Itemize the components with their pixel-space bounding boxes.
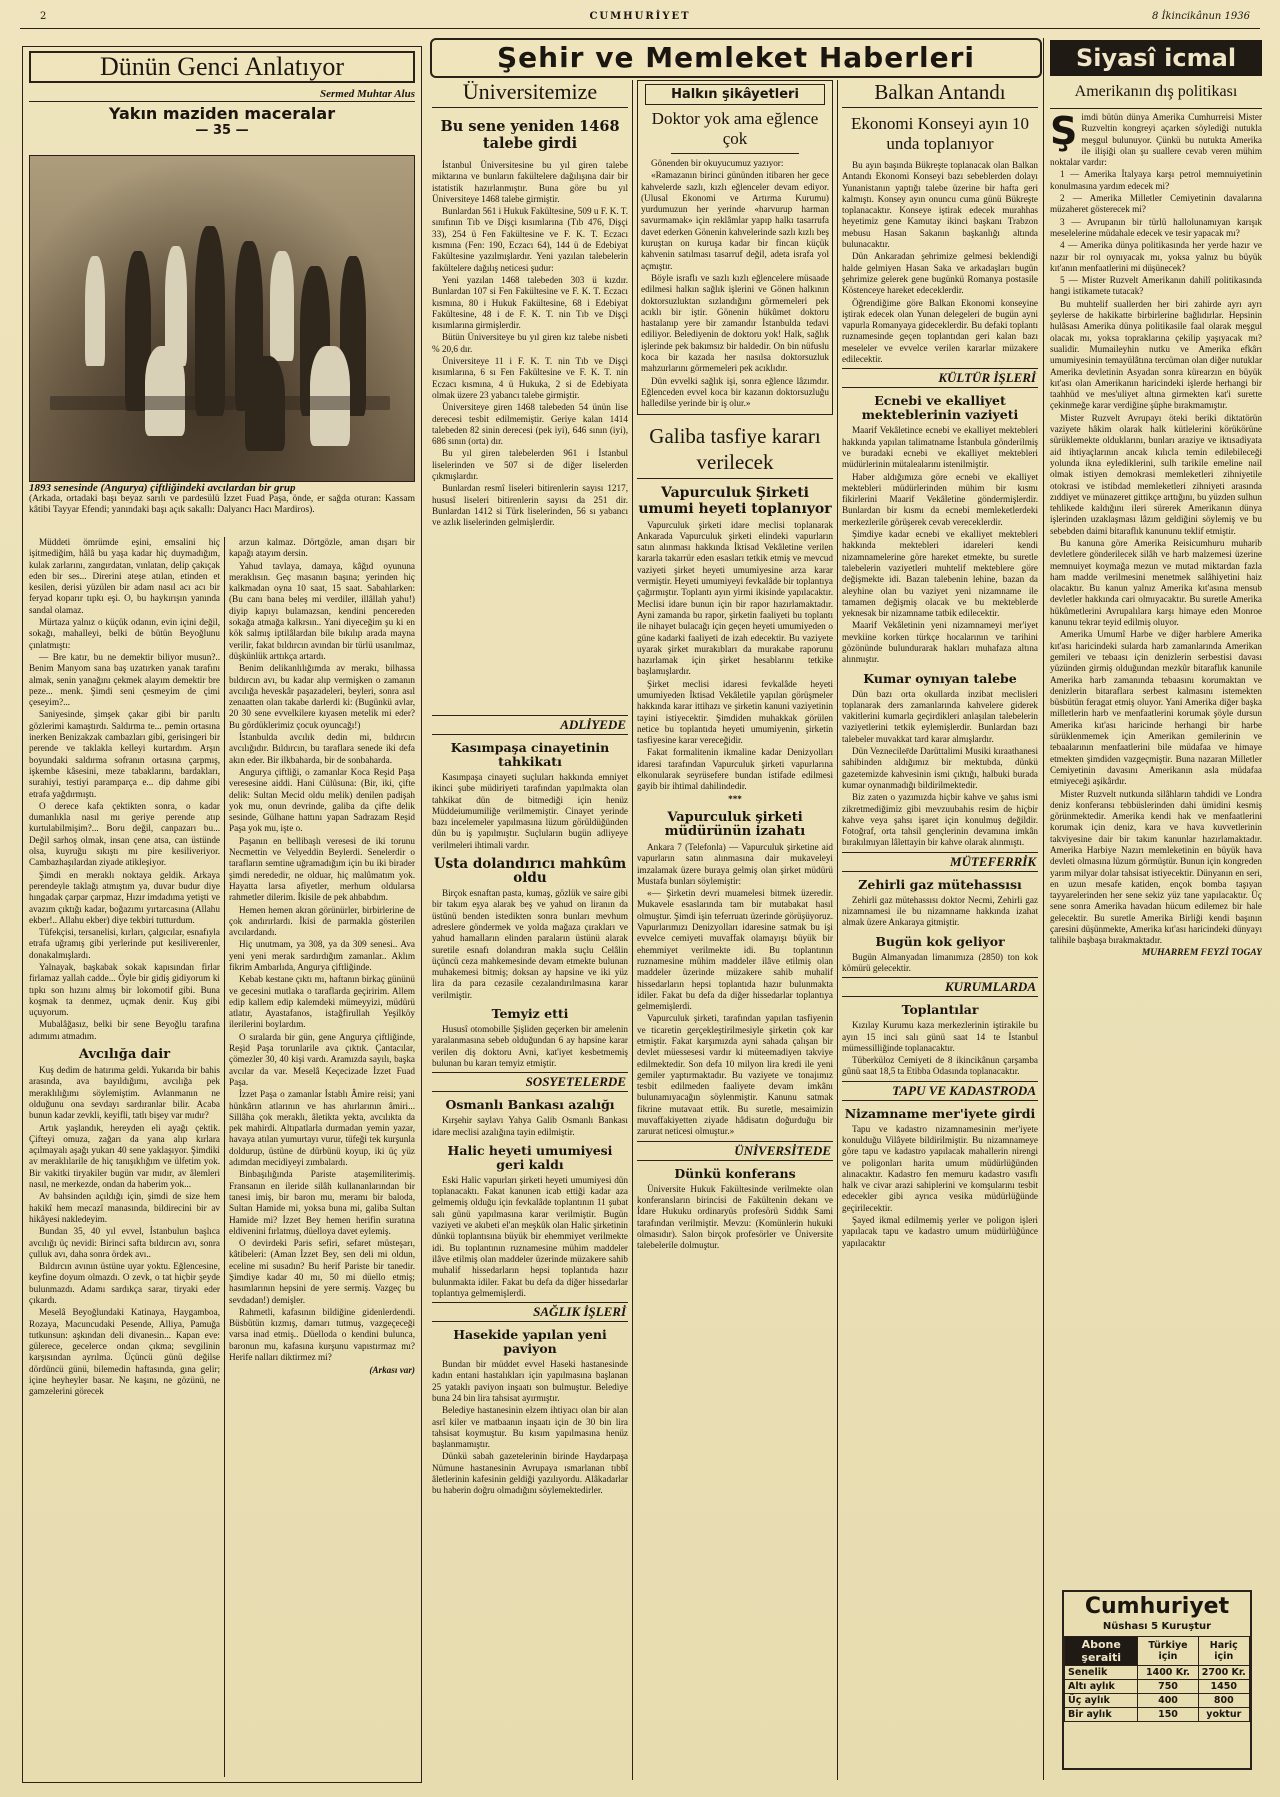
memoir-subtitle: Yakın maziden maceralar xyxy=(108,104,336,123)
news-heading: Bugün kok geliyor xyxy=(875,933,1005,949)
memoir-column-1 xyxy=(29,537,220,1777)
price-cell: yoktur xyxy=(1198,1708,1249,1722)
complaints-subtitle: Doktor yok ama eğlence çok xyxy=(651,109,819,148)
period-cell: Altı aylık xyxy=(1065,1680,1138,1694)
price-cell: 150 xyxy=(1138,1708,1198,1722)
paragraph: Bu ayın başında Bükreşte toplanacak olan Balkan Antandı Ekonomi Konseyi bazı sebeblerden dolayı Yunanistanın yaptığı talebe üzerine bir hafta geri kalmıştı. Konsey ayın onuncu cuma günü Bükreşte toplanacaktır. Konseye iştirak edecek murahhas heyetimiz gene Kamutay ikinci başkanı Trabzon mebusu Hasan Sakanın başkanlığı altında bulunacaktır. xyxy=(842,160,1038,250)
issue-date: 8 İkincikânun 1936 xyxy=(1152,11,1250,22)
paragraph: Benim delikanlılığımda av merakı, bilhassa bıldırcın avı, bu kadar alıp vermişken o zamanın avcılığa heveskâr paşazadeleri, beyleri, sonra asıl zenaatten olan takabe darlerdi ki: (Bugünkü avlar, 20 30 sene evvelkilere kıyasen metelik mi eder? Bu gördüklerimiz çocuk oyuncağı!) xyxy=(229,663,415,730)
siyasi-body xyxy=(1050,109,1262,1412)
balkan-column xyxy=(842,80,1038,1780)
column-divider xyxy=(1043,38,1044,1780)
paragraph: Bu muhtelif suallerden her biri zahirde ayrı ayrı şeylerse de hakikatte birbirlerine bağlıdırlar. Hepsinin hulâsası Amerika dünya politikasile faal olarak meşgul olacak mı, yoksa topraklarına çekilip yaşıyacak mı? sualidir. Mumaileyhin nutku ve Amerika efkârı umumiyesinin temayülâtına tercüman olan diğer nutuklar Amerika devletinin Asyadan sonra kürearzın en büyük kıt'ası olan Amerikanın haricindeki işlerde herhangi bir taahhüd ve mes'uliyet altına girmekten kat'i surette çekinmeğe karar verdiğine şüphe bırakmamıştır. xyxy=(1050,298,1262,411)
paragraph: O sıralarda bir gün, gene Angurya çiftliğinde, Reşid Paşa torunlarile ava çıktık. Çantacılar, çömezler 30, 40 kişi vardı. Aramızda sayılı, başka avcılar da var. Meselâ Keçecizade İzzet Fuad Paşa. xyxy=(229,1031,415,1087)
price-cell: 750 xyxy=(1138,1680,1198,1694)
table-row xyxy=(1065,1694,1250,1708)
university-header: Üniversitemize xyxy=(462,80,598,104)
paragraph: Kasımpaşa cinayeti suçluları hakkında emniyet ikinci şube müdiriyeti tarafından yapılmakta olan tahkikat dün de bitmediği için henüz Müddeiumumiliğe verilmemiştir. Cinayet yerinde bazı incelemeler yapılmasına lüzum görüldüğünden dün bu iş yapılmıştır. Suçluların bugün adliyeye verilmeleri ihtimali vardır. xyxy=(432,772,628,850)
paragraph: Üniversite Hukuk Fakültesinde verilmekte olan konferansların birincisi de Fakültenin dekanı ve İdare Hukuku ordinaryüs profesörü Sıddık Sami tarafından verilmiştir. Mevzu: (Komünlerin hukuki olmasıdır). Salon birçok profesörler ve Üniversite talebelerile dolmuştur. xyxy=(637,1183,833,1251)
paragraph: Bunlardan 561 i Hukuk Fakültesine, 509 u F. K. T. sınıfının Tıb ve Dişçi kısımlarına (Tıb 476, Dişçi 33), 254 ü Fen Fakültesine ve F. K. T. Eczacı kısmına (Fen: 190, Eczacı 64), 144 ü de Edebiyat Fakültesine yazılmışlardır. Yeni yazılan talebelerin fakültelere dağılış neticesi şudur: xyxy=(432,206,628,273)
paragraph: Bıldırcın avının üstüne uyar yoktu. Eğlencesine, keyfine doyum olmazdı. O zevk, o tat hiçbir şeyde bulunmazdı. Adamı sardıkça sarar, tiryaki eder çıkardı. xyxy=(29,1261,220,1305)
paragraph: Tüberküloz Cemiyeti de 8 ikincikânun çarşamba günü saat 18,5 ta Etibba Odasında toplanacaktır. xyxy=(842,1055,1038,1077)
universite-section: ÜNİVERSİTEDE xyxy=(637,1141,833,1161)
section-heading: Avcılığa dair xyxy=(78,1047,171,1063)
column-divider xyxy=(224,537,225,1777)
paragraph: Kuş dedim de hatırıma geldi. Yukarıda bir bahis arasında, ava bayıldığımı, avcılığa pek meraklılığımı söylemiştim. Avlanmanın ne olduğunu ona sevdayı sardıranlar bilir. Acaba bunun kadar zevkli, keyifli, tatlı bişey var mıdır? xyxy=(29,1065,220,1121)
paragraph: Bundan 35, 40 yıl evvel, İstanbulun başlıca avcılığı üç nevidi: Birinci safta bıldırcın avı, sonra çulluk avı, daha sonra ördek avı.. xyxy=(29,1226,220,1259)
paragraph: Dün bazı orta okullarda inzibat meclisleri toplanarak ders zamanlarında kahvelere giderek vakitlerini kumarla geçirdikleri anlaşılan talebelerin vaziyetlerini tetkik eylemişlerdir. Bunlardan bazı talebeler muvakkat tard karar almışlardır. xyxy=(842,688,1038,744)
continued-note: (Arkası var) xyxy=(369,1365,415,1376)
galiba-body xyxy=(637,520,833,805)
paragraph: Eski Halic vapurları şirketi heyeti umumiyesi dün toplanacaktı. Fakat kanunen icab ettiği kadar aza gelmemiş olduğu için fevkalâde toplantının 11 şubat salı günü yapılmasına karar verilmiştir. Bugün vaziyeti ve akıbeti el'an meşkûk olan Halic şirketinin dünkü toplantısına büyük bir ehemmiyet verilmekte idi. Bu toplantının ruznamesine mühim maddeler ilâve etilmiş olan maddeler üzerinde müzakere sahib muhalif hissedarların hepsi toplantıda hazır bulunmakta idiler. Fakat bu defa da diğer hissedarlar toplantıya gelmemişlerdi. xyxy=(432,1174,628,1298)
complaints-header: Halkın şikâyetleri xyxy=(645,84,825,105)
muteferrik-section: MÜTEFERRİK xyxy=(842,852,1038,872)
city-news-banner xyxy=(430,38,1042,78)
price-cell: 800 xyxy=(1198,1694,1249,1708)
paragraph: Tüfekçisi, tersanelisi, kırları, çalgıcılar, esnafıyla etrafa uğramış gibi yerlerinde put kesiliverenler, donakalmışlardı. xyxy=(29,927,220,960)
siyasi-icmal-column xyxy=(1050,40,1262,1780)
period-cell: Üç aylık xyxy=(1065,1694,1138,1708)
subscription-price: Nüshası 5 Kuruştur xyxy=(1102,1621,1212,1632)
paragraph: Mister Ruzvelt Avrupayı öteki beriki diktatörün vaziyete hâkim olarak halk kütlelerini körükörüne sürüklemekte olduklarını, bunları araziye ve iktısadiyata aid ihtiyaçlarının ancak kılıcla temin edilebileceği yolunda ikna eylediklerini, sulh tarikile emeline nail olmak istiyen demokrasi memleketleri zihniyetile otokrasi ve istibdad memleketleri zihniyeti arasında zıddiyet ve münazeret gittikçe arttığını, bu yüzden sulhun tehlikede kaldığını ileri sürerek Amerikanın dünya işlerinden uzaklaşması lâzım geldiğini söylemiş ve bu sebebden daimi bitaraflık kanununu teklif etmiştir. xyxy=(1050,412,1262,536)
paragraph: Dün evvelki sağlık işi, sonra eğlence lâzımdır. Eğlenceden evvel koca bir kazanın doktorsuzluğu halledilse yerinde bir iş olur.» xyxy=(641,375,829,409)
memoir-number: — 35 — xyxy=(195,123,249,138)
news-heading: Halic heyeti umumiyesi geri kaldı xyxy=(447,1142,613,1172)
paragraph: İstanbul Üniversitesine bu yıl giren talebe miktarına ve bunların fakültelere dağılışına dair bir istatistik hazırlanmıştır. Buna göre bu yıl Üniversiteye 1468 talebe girmiştir. xyxy=(432,160,628,204)
paragraph: Müddeti ömrümde eşini, emsalini hiç işitmediğim, hâlâ bu yaşa kadar hiç duymadığım, kulak zarlarını, zangırdatan, vınlatan, delip çakıçak eden bir ses... Direrini ateşe atılan, etinden et kesilen, derisi yüzülen bir adam nasıl acı acı bir feryad koparır tıpkı eşi. O, bu haykırışın yanında sandal olamaz. xyxy=(29,537,220,615)
balkan-header: Balkan Antandı xyxy=(874,80,1006,104)
paragraph: Saniyesinde, şimşek çakar gibi bir parıltı gözlerimi kamaştırdı. Saldırma te... pemin ortasına inerken Benizakzak cambazları gibi, gerisingeri bir perende ve taklakla kelleyi kurtardım. Arşın boyundaki saldırma sofranın ortasına çarpmış, işkembe kâsesini, meze tabaklarını, bardakları, surahiyi, testiyi paramparça e... dip dahme gibi etrafa yağdırmıştı. xyxy=(29,709,220,799)
col-haric: Hariç için xyxy=(1198,1637,1249,1666)
university-subtitle: Bu sene yeniden 1468 talebe girdi xyxy=(440,118,620,152)
paragraph: Artık yaşlandık, hereyden eli ayağı çektik. Çifteyi omuza, zağarı da yana alıp kırlara açılmayalı aşağı yukarı 40 sene yaklaşıyor. Şimdiki av meraklılarile de hiç tanışıklığım ve ülfetim yok. Bir vakitki tiryakiler bugün var mıdır, av âlemleri nasıl, ne merkezde, ondan da haberim yok... xyxy=(29,1122,220,1190)
paragraph: Kebab kestane çıktı mı, haftanın birkaç gününü ve gecesini mutlaka o taraflarda geçiririm. Allem edip kallem edip kalemdeki mümeyyizi, müdürü atlatır, Ayastafanos, istağfirullah Yeşilköy ilerilerini boylardım. xyxy=(229,974,415,1030)
paragraph: Biz zaten o yazımızda hiçbir kahve ve şahıs ismi zikretmediğimiz gibi mevzuubahis resim de hiçbir kahve veya şahsı işaret için konulmuş değildir. Fotoğraf, orta tahsil gençlerinin devamına imkân bırakılmıyan lâlettayin bir kahve olarak alınmıştı. xyxy=(842,792,1038,848)
paragraph: Fakat formalitenin ikmaline kadar Denizyolları idaresi tarafından Vapurculuk şirketi vapurlarına elkonularak seyrüsefere bundan istifade edilmesi gayib bir ihtimal dahilindedir. xyxy=(637,747,833,792)
photo-caption xyxy=(29,483,415,533)
siyasi-subtitle: Amerikanın dış politikası xyxy=(1074,83,1238,100)
caption-title: 1893 senesinde (Angurya) çiftliğindeki avcılardan bir grup xyxy=(29,483,296,494)
subscription-box xyxy=(1062,1590,1252,1770)
city-news-title: Şehir ve Memleket Haberleri xyxy=(496,41,975,74)
table-row xyxy=(1065,1708,1250,1722)
paragraph: Tapu ve kadastro nizamnamesinin mer'iyete konulduğu Vilâyete bildirilmiştir. Bu nizamnameye göre tapu ve kadastro yapılacak mahallerin nirengi ve poligonları harita umum müdürlüğünden alınacaktır. Kadastro fen memuru kadastro vasıflı halk ve civar arazi sahiplerini ve komşularını tesbit edecekler gibi ayrıca vesika müdürlüğünde geçirilecektir. xyxy=(842,1123,1038,1213)
paragraph: 1 — Amerika İtalyaya karşı petrol memnuiyetinin konulmasına yardım edecek mi? xyxy=(1050,169,1262,191)
paper-name: CUMHURİYET xyxy=(589,11,691,22)
balkan-subtitle: Ekonomi Konseyi ayın 10 unda toplanıyor xyxy=(850,114,1029,153)
paragraph: Şimdiye kadar ecnebi ve ekalliyet mektebleri hakkında mektebleri idareleri kendi nizamnamelerine göre hareket etmekte, bu suretle talebelerin vaziyetleri muhtelif mekteblere göre değişmekte idi. Bazan talebenin lehine, bazan da aleyhine olan bu vaziyet yeni nizamname ile tamamen değişmiş olacak ve bu mekteblerde yeknesak bir nizamname tatbik edilecektir. xyxy=(842,529,1038,619)
memoir-article xyxy=(22,46,422,1783)
sosyete-section: SOSYETELERDE xyxy=(432,1072,628,1092)
paragraph: Binbaşılığında Pariste ataşemiliterimiş. Fransanın en ileride silâh kullananlarından bir tanesi imiş, bir baron mu, meramı bir baloda, Sultan Hamide mi, yoksa buna mi, galiba Sultan Hamide mi? İzzet Bey hemen herifin suratına eldivenini fırlatmış, düelloya davet eylemiş. xyxy=(229,1169,415,1236)
paragraph: «— Şirketin devri muamelesi bitmek üzeredir. Mukavele esaslarında tam bir mutabakat hasıl olmuştur. Şimdi işin teferruatı üzerinde görüşüyoruz. Vapurlarımızı Denizyolları idaresine satmak bu işi evvelce cemiyeti muvaffak olamayışı büyük bir ehemmiyet verilmekte idi. Bu toplantının ruznamesine mühim maddeler ilâve etilmiş olan maddeler üzerinde müzakere sahib muhalif hissedarların hepsi toplantıda hazır bulunmakta idiler. Fakat bu defa da diğer hissedarlar toplantıya gelmemişlerdi. xyxy=(637,888,833,1012)
paragraph: Yeni yazılan 1468 talebeden 303 ü kızdır. Bunlardan 107 si Fen Fakültesine ve F. K. T. Eczacı kısmına, 80 i Hukuk Fakültesine, 68 i Edebiyat Fakültesine, 48 i de F. K. T. nin Tıb ve Dişçi kısımlarına girmişlerdir. xyxy=(432,274,628,331)
galiba-subtitle: Vapurculuk Şirketi umumi heyeti toplanıyor xyxy=(638,484,832,517)
subscription-table xyxy=(1064,1636,1250,1722)
paragraph: Dün Vezneciler̄de Darüttalimi Musiki kıraathanesi sahibinden aldığımız bir mektubda, dünkü gazetemizde kahvesinin ismi çıktığı, halbuki burada kumar oynanmadığı bildirilmektedir. xyxy=(842,746,1038,790)
paragraph: Maarif Vekâletince ecnebi ve ekalliyet mektebleri hakkında yapılan talimatname İstanbula gönderilmiş ve buradaki ecnebi ve ekalliyet mektebleri müdürlerinin mütalealarını istenilmiştir. xyxy=(842,425,1038,470)
paragraph: Av bahsinden açıldığı için, şimdi de size hem hakikî hem mecazî manasında, bildirecini bir av hikâyesi nakledeyim. xyxy=(29,1191,220,1224)
galiba-title: Galiba tasfiye kararı verilecek xyxy=(649,423,821,474)
news-heading: Toplantılar xyxy=(901,1002,979,1018)
galiba-subtitle-2: Vapurculuk şirketi müdürünün izahatı xyxy=(664,809,806,839)
complaints-box xyxy=(637,80,833,415)
complaints-body xyxy=(641,158,829,410)
paragraph: Bütün Üniversiteye bu yıl giren kız talebe nisbeti % 20,6 dır. xyxy=(432,332,628,354)
paragraph: Üniversiteye 11 i F. K. T. nin Tıb ve Dişçi kısımlarına, 6 sı Fen Fakültesine ve F. K. T. nin Eczacı kısmına, 4 ü Hukuka, 2 si de Edebiyata olmak üzere 23 yabancı talebe girmiştir. xyxy=(432,356,628,400)
dropcap: Ş xyxy=(1050,109,1078,153)
column-divider xyxy=(837,80,838,1780)
paragraph: O derece kafa çektikten sonra, o kadar dumanlıkla nasıl mı geriye perende atıp kurtulabilmişim?... Boru değil, canpazarı bu... Değil sarhoş olmak, insan çene atsa, can üstünde olsa, kuyruğu sıkıştı mı pire kesiliveriyor. Cambazhaşılardan ziyade atikleşiyor. xyxy=(29,800,220,868)
siyasi-banner: Siyasî icmal xyxy=(1050,40,1262,76)
paragraph: Hiç unutmam, ya 308, ya da 309 senesi.. Ava yeni yeni merak sardırdığım zamanlar.. Aklım fikrim Ambarlıda, Angurya çiftliğinde. xyxy=(229,939,415,972)
masthead xyxy=(20,8,1260,29)
paragraph: Vapurculuk şirketi idare meclisi toplanarak Ankarada Vapurculuk şirketi elindeki vapurların satın alınması hakkında İktisad Vekâletine verilen kararla takarrür eden esasları tetkik etmiş ve mevcud vaziyeti şirket heyeti umumiyesine arza karar vermiştir. Heyeti umumiyeyi fevkalâde bir toplantıya çağırmıştır. Toplantı ayın yirmi ikisinde yapılacaktır. Meclisi idare bunun için bir rapor hazırlamaktadır. Ayni zamanda bu rapor, şirketin faaliyeti bu toplantı ile nihayet bulacağı için geçen heyeti umumiyeden o güne kadarki faaliyeti de izah edecektir. Bu vaziyete uyarak şirket murakıbları da murakabe raporunu hazırlamak için şirket hesablarını tetkike başlamışlardır. xyxy=(637,519,833,677)
paragraph: 2 — Amerika Milletler Cemiyetinin davalarına müzaheret gösterecek mi? xyxy=(1050,193,1262,215)
paragraph: Hususî otomobille Şişliden geçerken bir amelenin yaralanmasına sebeb olduğundan 6 ay hapsine karar verilen diş doktoru Avni, kat'iyet kesbetmemiş bulunan bu kararı temyiz etmiştir. xyxy=(432,1024,628,1068)
price-cell: 1400 Kr. xyxy=(1138,1666,1198,1680)
paragraph: Angurya çiftliği, o zamanlar Koca Reşid Paşa veresesine aiddi. Hani Cülûsuna: (Bir, iki, çifte delik: Sultan Mecid oldu melik) denilen padişah yok mu, onun devrinde, galiba da çifte delik sesinde, Gülhane hattını yapan Sadrazam Reşid Paşa yok mu, işte o. xyxy=(229,766,415,834)
paragraph: Gönenden bir okuyucumuz yazıyor: xyxy=(651,158,784,168)
paragraph: 4 — Amerika dünya politikasında her yerde hazır ve nazır bir rol oynıyacak mı, yoksa yalnız bu büyük kıt'anın menfaatlerini mi düşünecek? xyxy=(1050,240,1262,273)
abone-label: Abone şeraiti xyxy=(1065,1637,1138,1666)
paragraph: Üniversiteye giren 1468 talebeden 54 ünün lise derecesi tesbit edilmemiştir. Geriye kalan 1414 talebeden 82 sinin derecesi (pek iyi), 646 sının (iyi), 686 sının (orta) dır. xyxy=(432,402,628,447)
news-heading: Kasımpaşa cinayetinin tahkikatı xyxy=(450,740,610,769)
col-turkiye: Türkiye için xyxy=(1138,1637,1198,1666)
news-heading: Kumar oynıyan talebe xyxy=(863,670,1017,686)
paragraph: 5 — Mister Ruzvelt Amerikanın dahilî politikasında hangi istikamete tutacak? xyxy=(1050,275,1262,297)
paragraph: Ankara 7 (Telefonla) — Vapurculuk şirketine aid vapurların satın alınmasına dair mukaveleyi imzalamak üzere buraya gelmiş olan şirket müdürü Mustafa bunları söylemiştir: xyxy=(637,841,833,886)
galiba-body-2 xyxy=(637,842,833,1138)
news-heading: Osmanlı Bankası azalığı xyxy=(445,1097,615,1113)
paragraph: Dün Ankaradan şehrimize gelmesi beklendiği halde gelmiyen Hasan Saka ve arkadaşları bugün şehrimize gelerek gene bugünkü Romanya postasile Köstenceye hareket edeceklerdir. xyxy=(842,251,1038,296)
paragraph: Hemen hemen akran görünürler, birbirlerine de çok andırırlardı. İkisi de parmakla gösterilen avcılardandı. xyxy=(229,904,415,938)
paragraph: Böyle israflı ve sazlı kızlı eğlencelere müsaade edilmesi halkın sağlık işlerini ve Gönen halkının doktorsuzluktan sızlandığını görmemeleri pek acıklı bir iştir. Gönenin hükûmet doktoru hastalanıp yere bir zamandır İstanbulda tedavi ediliyor. Belediyenin de doktoru yok! Halk, sağlık işlerinde pek bakımsız bir haldedir. On bin nüfuslu koca bir kazada her nasılsa doktorsuzluk mahzurlarını görmemeleri pek acıklıdır. xyxy=(641,272,829,374)
paragraph: Mister Ruzvelt nutkunda silâhların tahdidi ve Londra deniz konferansı tebbüslerinden dahi ümidini kesmiş görünmektedir. Amerika kendi hak ve menfaatlerini korumak için deniz, kara ve hava kuvvetlerinin takviyesine dair bir takım kanunlar hazırlamaktadır. Amerika Harbiye Nazırı memleketinin en büyük hava devleti olmasına lüzum görmüştür. Bunun için kongreden yarım milyar dolar tahsisat istiyecektir. Dünyanın en seri, en uzun mesafe katiden, ençok bomba taşıyan tayyarelerinden her sene sekiz yüz tane yapılacaktır. Üç sene sonra Amerika havadan hücum edilemez bir hale gelecektir. Bu suretle Amerika Birliği kendi başının çaresini düşünmekte, Amerika kıt'ası haricindeki dünyayı talihile başbaşa bırakmaktadır. xyxy=(1050,788,1262,946)
news-heading: Ecnebi ve ekalliyet mekteblerinin vaziyeti xyxy=(861,393,1019,423)
subscription-logo: Cumhuriyet xyxy=(1084,1594,1230,1619)
paragraph: Dünkü sabah gazetelerinin birinde Haydarpaşa Nümune hastanesinin Avrupaya ısmarlanan tıbbî âletlerinin kafesinin geldiği yazılıyordu. Alâkadarlar bu haberin doğru olmadığını söylemektedirler. xyxy=(432,1451,628,1496)
paragraph: 3 — Avrupanın bir türlü hallolunamıyan karışık meselelerine müdahale edecek ve tesir yapacak mı? xyxy=(1050,216,1262,238)
balkan-body xyxy=(842,160,1038,365)
university-body xyxy=(432,160,628,529)
paragraph: Rahmetli, kafasının bildiğine gidenlerdendi. Büsbütün kızmış, damarı tutmuş, vazgeçeceği varsa inad etmiş.. Düelloda o kendini bulunca, baronun mu, kafasına kurşunu vapıstırmaz mı? Herife nalları diktirmez mi? xyxy=(229,1306,415,1363)
kurumlarda-section: KURUMLARDA xyxy=(842,977,1038,997)
adliye-section: ADLİYEDE xyxy=(432,715,628,735)
table-row xyxy=(1065,1680,1250,1694)
hunters-photo xyxy=(29,155,415,482)
memoir-title: Dünün Genci Anlatıyor xyxy=(99,52,345,81)
paragraph: Zehirli gaz mütehassısı doktor Necmi, Zehirli gaz nizamnamesi ile bu nizamname hakkında izahat almak üzere Ankaraya gitmiştir. xyxy=(842,894,1038,928)
memoir-column-2 xyxy=(229,537,415,1777)
column-divider xyxy=(632,80,633,1780)
news-heading: Dünkü konferans xyxy=(674,1165,796,1181)
paragraph: «Ramazanın birinci gününden itibaren her gece kahvelerde sazlı, kızlı eğlenceler devam ediyor. (Ulusal Ekonomi ve Artırma Kurumu) yurdumuzun her yerinde «harvurup harman savurmamak» için reklâmlar yapıp halkı tasarrufa davet ederken Gönenin kahvelerinde sazlı kızlı beş kuruştan on kuruşa kadar bir fincan küçük kahvenin satılması tasarruf değil, adeta israfa yol açmıştır. xyxy=(641,170,829,271)
period-cell: Senelik xyxy=(1065,1666,1138,1680)
paragraph: Haber aldığımıza göre ecnebi ve ekalliyet mektebleri müdürlerinden mühim bir kısmı fikirlerini Maarif Vekâletine göndermişlerdir. Bunlardan bir kısmı da ecnebi memleketlerdeki merkezlerile görüşerek cevab vereceklerdir. xyxy=(842,471,1038,527)
paragraph: Kızılay Kurumu kaza merkezlerinin iştirakile bu ayın 15 inci salı günü saat 14 te İstanbul mümessilliğinde toplanacaktır. xyxy=(842,1020,1038,1053)
separator-stars: *** xyxy=(728,793,742,804)
paragraph: arzun kalmaz. Dörtgözle, aman dışarı bir kapağı atayım dersin. xyxy=(229,537,415,559)
price-cell: 400 xyxy=(1138,1694,1198,1708)
kultur-section: KÜLTÜR İŞLERİ xyxy=(842,368,1038,388)
university-column xyxy=(432,80,628,1780)
news-heading: Temyiz etti xyxy=(491,1006,569,1022)
paragraph: Yahud tavlaya, damaya, kâğıd oyununa meraklısın. Geç masanın başına; yerinden hiç kalkmadan oyna 10 saat, 15 saat. Sabahlarken: (Bu canı bana beleş mi verdiler, illâllah yahu!) diyip kapıyı bulamazsan, kendini pencereden sokağa atmağa kalkrsın.. Yani diyeceğim şu ki en kök salmış iptilâlardan bile bıkılıp arada mayna verilir, fakat bıldırcın avından bir türlü usanılmaz, düşkünlük arttıkça artardı. xyxy=(229,560,415,661)
paragraph: Kırşehir saylavı Yahya Galib Osmanlı Bankası idare meclisi azalığına tayin edilmiştir. xyxy=(432,1115,628,1137)
price-cell: 1450 xyxy=(1198,1680,1249,1694)
paragraph: imdi bütün dünya Amerika Cumhurreisi Mister Ruzveltin kongreyi açarken söylediği nutukla meşgul bulunuyor. Çünkü bu nutukta Amerika ile ilişiği olan şu suallere cevab veren mühim noktalar vardır: xyxy=(1050,112,1262,168)
paragraph: Şayed ikmal edilmemiş yerler ve poligon işleri yapılacak tapu ve kadastro umum müdürlüğünce yapılacaktır xyxy=(842,1215,1038,1248)
table-row xyxy=(1065,1666,1250,1680)
page-number: 2 xyxy=(40,11,47,22)
siyasi-author: MUHARREM FEYZİ TOGAY xyxy=(1141,947,1262,958)
middle-column xyxy=(637,80,833,1780)
period-cell: Bir aylık xyxy=(1065,1708,1138,1722)
paragraph: Amerika Umumî Harbe ve diğer harblere Amerika kıt'ası haricindeki sularda harb zamanlarında Amerikan gemileri ve tebaası için denizlerin serbestisi davası yüzünden girmiş olduğundan mezkûr bitaraflık kanunile Amerika harb zamanında tebaasını korumaktan ve denizlerin bitaraflara serbest kalmasını istemekten büsbütün feragat etmiş oluyor. Yani Amerika diğer başka milletlerin harb ve menfaatlerini korumak şöyle dursun Amerika kıt'ası haricinde herhangi bir harbe sürüklenmemek için Amerikan gemilerinin ve tebaalarının menfaatlerini bile müdafaa ve himaye etmekten şimdiden vazgeçmiştir. Buna nazaran Milletler Cemiyetinin davasını Amerikanın asla müdafaa etmiyeceği aşikârdır. xyxy=(1050,629,1262,787)
paragraph: Vapurculuk şirketi, tarafından yapılan tasfiyenin ve ticaretin gerçekleştirilmesiyle şirketin çok kar etmiştir. Fakat karşımızda ayni sahada çalışan bir devlet müessesesi vardır ki müteemadiyen takviye edilmektedir. Son defa 10 milyon lira kredi ile yeni gemiler yaptırmaktadır. Bu vaziyete ve tonajımız tesbit edilmeden faaliyete devam imkânı bulunamıyacağın söylenmiştir. Kanunu satmak fikrine mutavaat ettik. Bu suretle, mesaimizin muvaffakiyetten ziyade hâdisatın doğurduğu bir zarurat neticesi olmuştur.» xyxy=(637,1013,833,1137)
paragraph: Meselâ Beyoğlundaki Katinaya, Haygamboa, Rozaya, Macuncudaki Pesende, Alliya, Pamuğa tutkunsun: aşkından deli divanesin... Kapan eve: gülerece, gecelerce ondan çıkma; sevgilinin karşısından ayrılma. Üçüncü günü değilse dördüncü günü, bilemedin haftasında, gına gelir; içine heyheyler basar. Ne kaşını, ne gözünü, ne gamzelerini görecek xyxy=(29,1307,220,1397)
paragraph: Belediye hastanesinin elzem ihtiyacı olan bir alan asrî kiler ve matbaanın inşaatı için de 30 bin lira tahsisat koymuştur. Bu kısım yapılmasına henüz başlanmamıştır. xyxy=(432,1405,628,1450)
paragraph: Mürtaza yalnız o küçük odanın, evin içini değil, sokağı, mahalleyi, belki de bütün Beyoğlunu çınlatmıştı: xyxy=(29,617,220,650)
paragraph: Maarif Vekâletinin yeni nizamnameyi mer'iyet mevkiine korken türkçe hocalarının ve tarihini gözönünde bulundurarak hakları muhafaza altına alınmıştır. xyxy=(842,620,1038,665)
news-heading: Hasekide yapılan yeni paviyon xyxy=(453,1327,607,1357)
paragraph: Yalnayak, başkabak sokak kapısından firlar firlamaz yallah cadde... Öyle bir gidiş gidiyorum ki tıpkı son hızını almış bir lokomotif gibi. Buna koşmak ta denmez, uçmak denir. Kuş gibi uçuyorum. xyxy=(29,961,220,1018)
short-news-column xyxy=(432,712,628,1780)
paragraph: — Bre katır, bu ne demektir biliyor musun?.. Benim Manyom sana baş uzatırken yanak tarafını almak, senin yanağını çekmek alayım demektir bre peze... menk. Şimdi seni çesmeyim de çimi çeseyim?... xyxy=(29,651,220,708)
memoir-author: Sermed Muhtar Alus xyxy=(29,87,415,102)
paragraph: İzzet Paşa o zamanlar İstablı Âmire reisi; yani hünkârın atlarının ve has ahırlarının âmiri... Sillâha çok meraklı, âletikta yekta, avcılıkta da pek mahirdi. Altıpatlarla durmadan yemin yazar, havaya atılan yumurtayı vurur, tüfeği tek kurşunla doldurup, üstüne de dürbünü koyup, iki üç yüz adımdan mecidiyeyi zımbalardı. xyxy=(229,1089,415,1168)
price-cell: 2700 Kr. xyxy=(1198,1666,1249,1680)
tapu-section: TAPU VE KADASTRODA xyxy=(842,1081,1038,1101)
news-heading: Usta dolandırıcı mahkûm oldu xyxy=(433,856,627,887)
news-heading: Zehirli gaz mütehassısı xyxy=(858,876,1022,892)
paragraph: Birçok esnaftan pasta, kumaş, gözlük ve saire gibi bir takım eşya alarak beş ve yahud on liranın da üstünü benden istedikten sonra bunları mevhum adreslere göndermek ve yolda mağaza çırakları ve yahud hamalların elinden paraların üstünü alarak suretile esnafı dolandıran makla suçlu Celâlin üçüncü ceza mahkemesinde devam etmekte bulunan muhakemesi bitmiş; doksan ay hapsine ve iki yüz lira da para cezasile cezalandırılmasına karar verilmiştir. xyxy=(432,888,628,1000)
paragraph: Bu kanuna göre Amerika Reisicumhuru muharib devletlere gönderilecek silâh ve harb malzemesi üzerine memnuiyet koymağa mezun ve mutad miktardan fazla ham madde verilmesini menetmek salâhiyetini haiz olacaktır. Bu kanun yalnız Amerika kıt'asına mensub devletler hakkında cari olmıyacaktır. Bu suretle Amerika hükûmetlerini Avrupalılara karşı himaye eden Monroe kanunu tekrar teyid edilmiş oluyor. xyxy=(1050,537,1262,628)
paragraph: Bu yıl giren talebelerden 961 i İstanbul liselerinden ve 507 si de diğer liselerden çıkmışlardır. xyxy=(432,448,628,482)
paragraph: Bugün Almanyadan limanımıza (2850) ton kok kömürü gelecektir. xyxy=(842,951,1038,973)
news-heading: Nizamname mer'iyete girdi xyxy=(844,1105,1036,1121)
paragraph: Bunlardan resmî liseleri bitirenlerin sayısı 1217, hususî liseleri bitirenlerin sayısı da 251 dir. Bunlardan 1412 si Türk liselerinden, 56 sı yabancı ve azlık liselerinden gelmişlerdir. xyxy=(432,483,628,528)
paragraph: İstanbulda avcılık dedin mi, bıldırcın avcılığıdır. Bıldırcın, bu taraflara senede iki defa akın eder. Bir ilkbaharda, bir de sonbaharda. xyxy=(229,732,415,765)
saglik-section: SAĞLIK İŞLERİ xyxy=(432,1302,628,1322)
paragraph: Mubalâğasız, belki bir sene Beyoğlu tarafına adımımı atmadım. xyxy=(29,1019,220,1041)
paragraph: Paşanın en bellibaşlı veresesi de iki torunu Necmettin ve Velyeddin Beylerdi. Senelerdir o tarafların semtine uğramadığım için bu iki birader şimdi nerededir, ne olduar, hiç malûmatım yok. Hayatta larsa afiyetler, merhum oldularsa rahmetler dilerim. İkisile de pek ahbabdım. xyxy=(229,835,415,903)
paragraph: O devirdeki Paris sefiri, sefaret müsteşarı, kâtibeleri: (Aman İzzet Bey, sen deli mi oldun, eceline mi susadın? Bu herif Pariste bir tanedir. Şimdiye kadar 40 mı, 50 mi düello etmiş; hasımlarının hepsini de yere sermiş. Vazgeç bu sevdadan!) demişler. xyxy=(229,1238,415,1305)
paragraph: Bundan bir müddet evvel Haseki hastanesinde kadın entani hastalıkları için yapılmasına başlanan 25 yataklı paviyon inşaatı son bulmuştur. Belediye buna 24 bin lira tahsisat ayırmıştır. xyxy=(432,1359,628,1403)
memoir-title-box xyxy=(29,51,415,83)
paragraph: Şirket meclisi idaresi fevkalâde heyeti umumiyeden İktisad Vekâletile yapılan görüşmeler hakkında karar ittihazı ve şirketin kanuni vaziyetinin tayini istiyecektir. Şimdiden muhakkak görülen netice bu toplantıda heyeti umumiyenin, şirketin tasfiyesine karar vereceğidir. xyxy=(637,678,833,746)
paragraph: Öğrendiğime göre Balkan Ekonomi konseyine iştirak edecek olan Yunan delegeleri de bugün ayni vapurla Romanyaya gideceklerdir. Bu defaki toplantı ruznamesinde geçen toplantıdan geri kalan bazı meseleler ve evvelce verilen kararlar müzakere edilecektir. xyxy=(842,297,1038,365)
caption-text: (Arkada, ortadaki başı beyaz sarılı ve pardesülü İzzet Fuad Paşa, önde, er sağda oturan: Kassam kâtibi Tayyar Efendi; yanındaki başı açık sakallı: Dalyancı Hacı Mardiros). xyxy=(29,494,415,515)
paragraph: Şimdi en meraklı noktaya geldik. Arkaya perendeyle taklağı atmıştım ya, duvar budur diye hıngadak çarpar çarpmaz, Hızır imdadıma yetişti ve avazım çıktığı kadar, boğazımı yırtarcasına (Allahu ekber!.. Allahu ekber) diye tekbiri tutturdum. xyxy=(29,869,220,925)
